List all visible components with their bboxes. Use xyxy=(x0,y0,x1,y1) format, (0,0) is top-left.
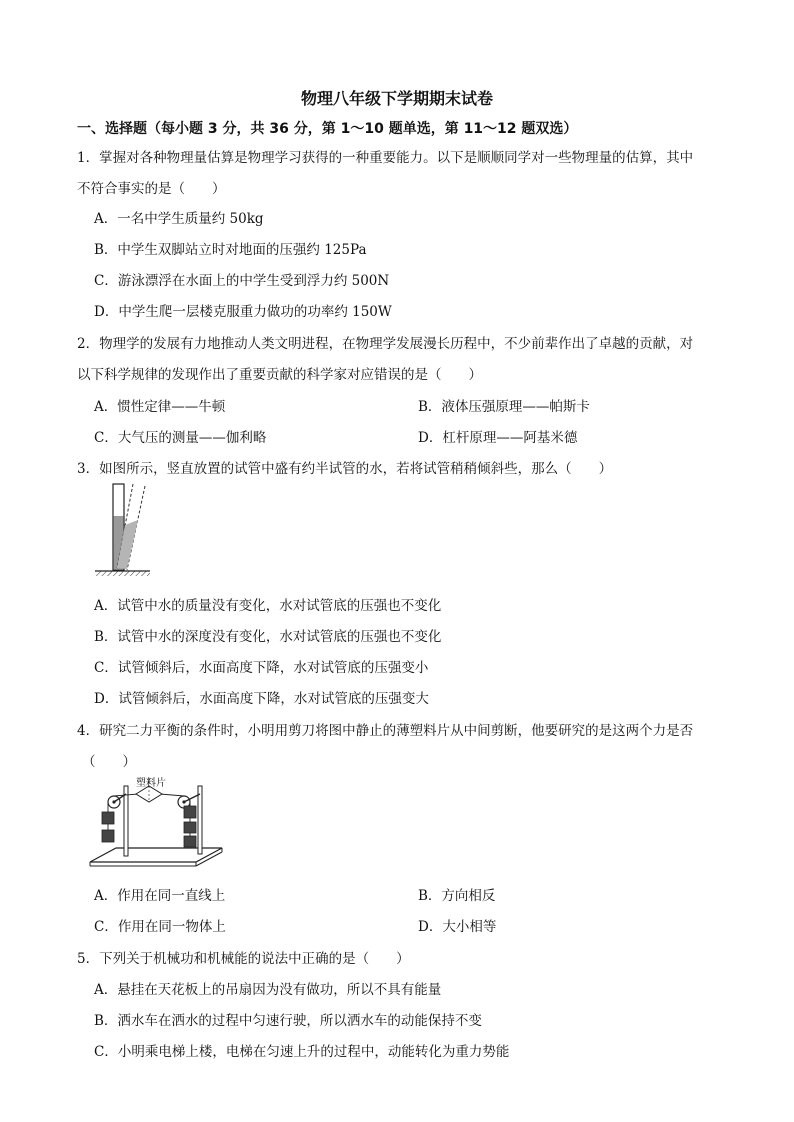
right-weight-3 xyxy=(184,836,196,847)
q3-option-b: B．试管中水的深度没有变化，水对试管底的压强也不变化 xyxy=(94,629,442,645)
q5-stem-line1: 5．下列关于机械功和机械能的说法中正确的是（ ） xyxy=(77,951,410,967)
q4-stem-line2: （ ） xyxy=(82,754,136,770)
left-weight-1 xyxy=(102,812,114,824)
figure-label: 塑料片 xyxy=(136,778,166,789)
q1-option-b: B．中学生双脚站立时对地面的压强约 125Pa xyxy=(94,242,367,258)
q5-option-a: A．悬挂在天花板上的吊扇因为没有做功，所以不具有能量 xyxy=(94,982,442,998)
test-tube-figure xyxy=(90,480,170,580)
q1-option-d: D．中学生爬一层楼克服重力做功的功率约 150W xyxy=(94,304,392,320)
left-post xyxy=(124,786,128,856)
q2-option-b: B．液体压强原理——帕斯卡 xyxy=(418,399,590,415)
q3-option-a: A．试管中水的质量没有变化，水对试管底的压强也不变化 xyxy=(94,598,442,614)
q4-option-c: C．作用在同一物体上 xyxy=(94,919,226,935)
page-title: 物理八年级下学期期末试卷 xyxy=(300,89,493,108)
q1-stem-line2: 不符合事实的是（ ） xyxy=(77,181,226,197)
q2-stem-line2: 以下科学规律的发现作出了重要贡献的科学家对应错误的是（ ） xyxy=(77,367,482,383)
ground-hatch xyxy=(95,571,150,576)
q2-option-a: A．惯性定律——牛顿 xyxy=(94,399,226,415)
left-weight-2 xyxy=(102,830,114,842)
right-weight-1 xyxy=(184,806,196,818)
q4-option-b: B．方向相反 xyxy=(418,888,496,904)
q4-stem-line1: 4．研究二力平衡的条件时，小明用剪刀将图中静止的薄塑料片从中间剪断，他要研究的是这两个力是否 xyxy=(77,723,694,739)
section-heading: 一、选择题（每小题 3 分，共 36 分，第 1～10 题单选，第 11～12 题双选） xyxy=(77,121,578,137)
q1-option-a: A．一名中学生质量约 50kg xyxy=(94,211,264,227)
q2-stem-line1: 2．物理学的发展有力地推动人类文明进程，在物理学发展漫长历程中，不少前辈作出了卓越的贡献，对 xyxy=(77,336,694,352)
q3-option-c: C．试管倾斜后，水面高度下降，水对试管底的压强变小 xyxy=(94,660,429,676)
q4-option-a: A．作用在同一直线上 xyxy=(94,888,226,904)
right-post xyxy=(198,786,202,854)
q1-option-c: C．游泳漂浮在水面上的中学生受到浮力约 500N xyxy=(94,273,390,289)
q4-option-d: D．大小相等 xyxy=(418,919,497,935)
q5-option-b: B．洒水车在洒水的过程中匀速行驶，所以洒水车的动能保持不变 xyxy=(94,1013,482,1029)
q1-stem-line1: 1．掌握对各种物理量估算是物理学习获得的一种重要能力。以下是顺顺同学对一些物理量的估算，其中 xyxy=(77,150,694,166)
q5-option-c: C．小明乘电梯上楼，电梯在匀速上升的过程中，动能转化为重力势能 xyxy=(94,1044,510,1060)
right-weight-2 xyxy=(184,822,196,833)
q2-option-d: D．杠杆原理——阿基米德 xyxy=(418,430,578,446)
q3-stem-line1: 3．如图所示，竖直放置的试管中盛有约半试管的水，若将试管稍稍倾斜些，那么（ ） xyxy=(77,461,613,477)
q3-option-d: D．试管倾斜后，水面高度下降，水对试管底的压强变大 xyxy=(94,691,429,707)
q2-option-c: C．大气压的测量——伽利略 xyxy=(94,430,267,446)
